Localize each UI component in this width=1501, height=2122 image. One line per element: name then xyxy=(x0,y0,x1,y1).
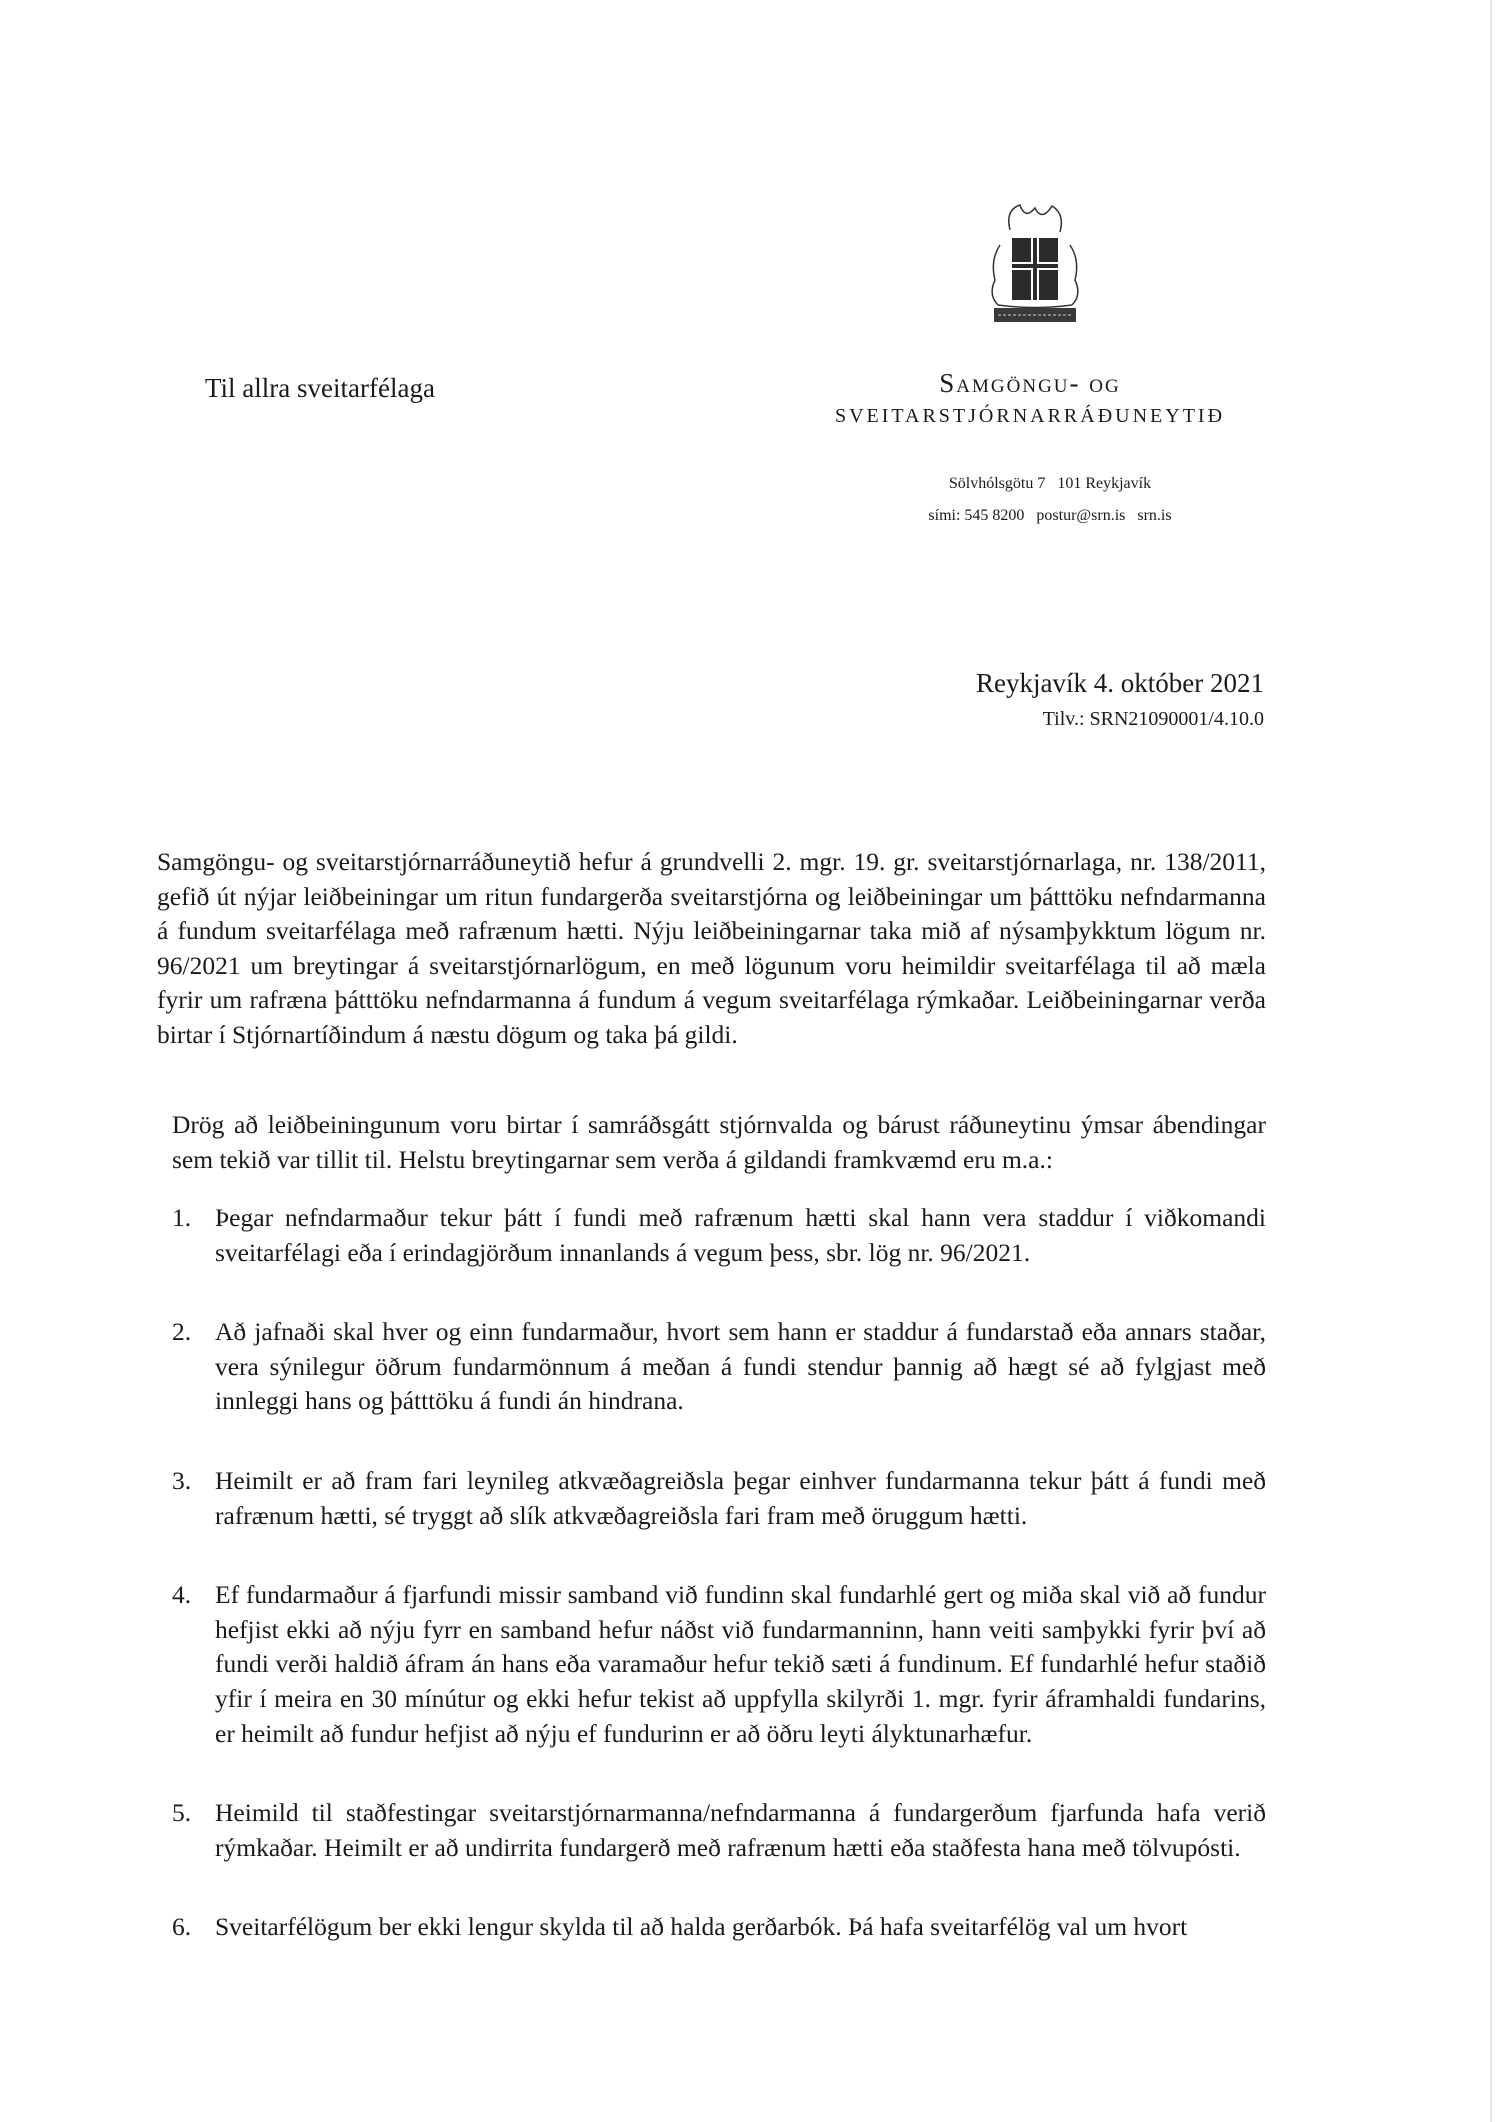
list-item xyxy=(172,1578,1266,1751)
list-item-text: Heimild til staðfestingar sveitarstjórnarmanna/nefndarmanna á fundargerðum fjarfunda hafa verið rýmkaðar. Heimilt er að undirrita fundargerð með rafrænum hætti eða staðfesta hana með tölvupósti. xyxy=(215,1798,1266,1862)
list-item-number: 1. xyxy=(172,1203,192,1232)
list-item xyxy=(172,1796,1266,1865)
coat-of-arms-icon xyxy=(980,200,1090,330)
list-item-text: Að jafnaði skal hver og einn fundarmaður, hvort sem hann er staddur á fundarstað eða annars staðar, vera sýnilegur öðrum fundarmönnum á meðan á fundi stendur þannig að hægt sé að fylgjast með innleggi hans og þátttöku á fundi án hindrana. xyxy=(215,1317,1266,1416)
list-item xyxy=(172,1315,1266,1419)
list-item xyxy=(172,1201,1266,1270)
list-item-number: 6. xyxy=(172,1912,192,1942)
list-item-number: 3. xyxy=(172,1465,192,1495)
list-item-number: 5. xyxy=(172,1798,192,1828)
contact-line: sími: 545 8200 postur@srn.is srn.is xyxy=(928,507,1172,524)
page-edge-line xyxy=(1490,0,1492,2122)
ministry-name xyxy=(800,368,1260,428)
address-line: Sölvhólsgötu 7 101 Reykjavík xyxy=(948,475,1152,492)
list-item-text: Sveitarfélögum ber ekki lengur skylda til að halda gerðarbók. Þá hafa sveitarfélög val um hvort xyxy=(215,1912,1188,1942)
ministry-address xyxy=(860,468,1240,532)
list-item xyxy=(172,1910,1266,1945)
list-item-text: Heimilt er að fram fari leynileg atkvæðagreiðsla þegar einhver fundarmanna tekur þátt á fundi með rafrænum hætti, sé tryggt að slík atkvæðagreiðsla fari fram með öruggum hætti. xyxy=(215,1465,1266,1530)
list-item-number: 4. xyxy=(172,1580,192,1610)
list-item-text: Þegar nefndarmaður tekur þátt í fundi með rafrænum hætti skal hann vera staddur í viðkomandi sveitarfélagi eða í erindagjörðum innanlands á vegum þess, sbr. lög nr. 96/2021. xyxy=(215,1203,1266,1267)
letter-date: Reykjavík 4. október 2021 xyxy=(976,668,1264,698)
ministry-name-line1: Samgöngu- og xyxy=(939,368,1121,398)
recipient-line: Til allra sveitarfélaga xyxy=(205,373,435,403)
list-item-text: Ef fundarmaður á fjarfundi missir samband við fundinn skal fundarhlé gert og miða skal við að fundur hefjist ekki að nýju fyrr en samband hefur náðst við fundarmanninn, hann veiti samþykki fyrir því að fundi verði haldið áfram án hans eða varamaður hefur tekið sæti á fundinum. Ef fundarhlé hefur staðið yfir í meira en 30 mínútur og ekki hefur tekist að uppfylla skilyrði 1. mgr. fyrir áframhaldi fundarins, er heimilt að fundur hefjist að nýju ef fundurinn er að öðru leyti ályktunarhæfur. xyxy=(215,1580,1266,1748)
reference-number: Tilv.: SRN21090001/4.10.0 xyxy=(1042,708,1264,730)
changes-list xyxy=(172,1201,1266,1945)
list-item-number: 2. xyxy=(172,1317,192,1347)
list-item xyxy=(172,1464,1266,1533)
ministry-name-line2: SVEITARSTJÓRNARRÁÐUNEYTIÐ xyxy=(834,405,1226,427)
changes-intro-paragraph: Drög að leiðbeiningunum voru birtar í samráðsgátt stjórnvalda og bárust ráðuneytinu ýmsar ábendingar sem tekið var tillit til. Helstu breytingarnar sem verða á gildandi framkvæmd eru m.a.: xyxy=(172,1110,1266,1174)
intro-paragraph: Samgöngu- og sveitarstjórnarráðuneytið hefur á grundvelli 2. mgr. 19. gr. sveitarstjórnarlaga, nr. 138/2011, gefið út nýjar leiðbeiningar um ritun fundargerða sveitarstjórna og leiðbeiningar um þátttöku nefndarmanna á fundum sveitarfélaga með rafrænum hætti. Nýju leiðbeiningarnar taka mið af nýsamþykktum lögum nr. 96/2021 um breytingar á sveitarstjórnarlögum, en með lögunum voru heimildir sveitarfélaga til að mæla fyrir um rafræna þátttöku nefndarmanna á fundum á vegum sveitarfélaga rýmkaðar. Leiðbeiningarnar verða birtar í Stjórnartíðindum á næstu dögum og taka þá gildi. xyxy=(157,847,1266,1049)
